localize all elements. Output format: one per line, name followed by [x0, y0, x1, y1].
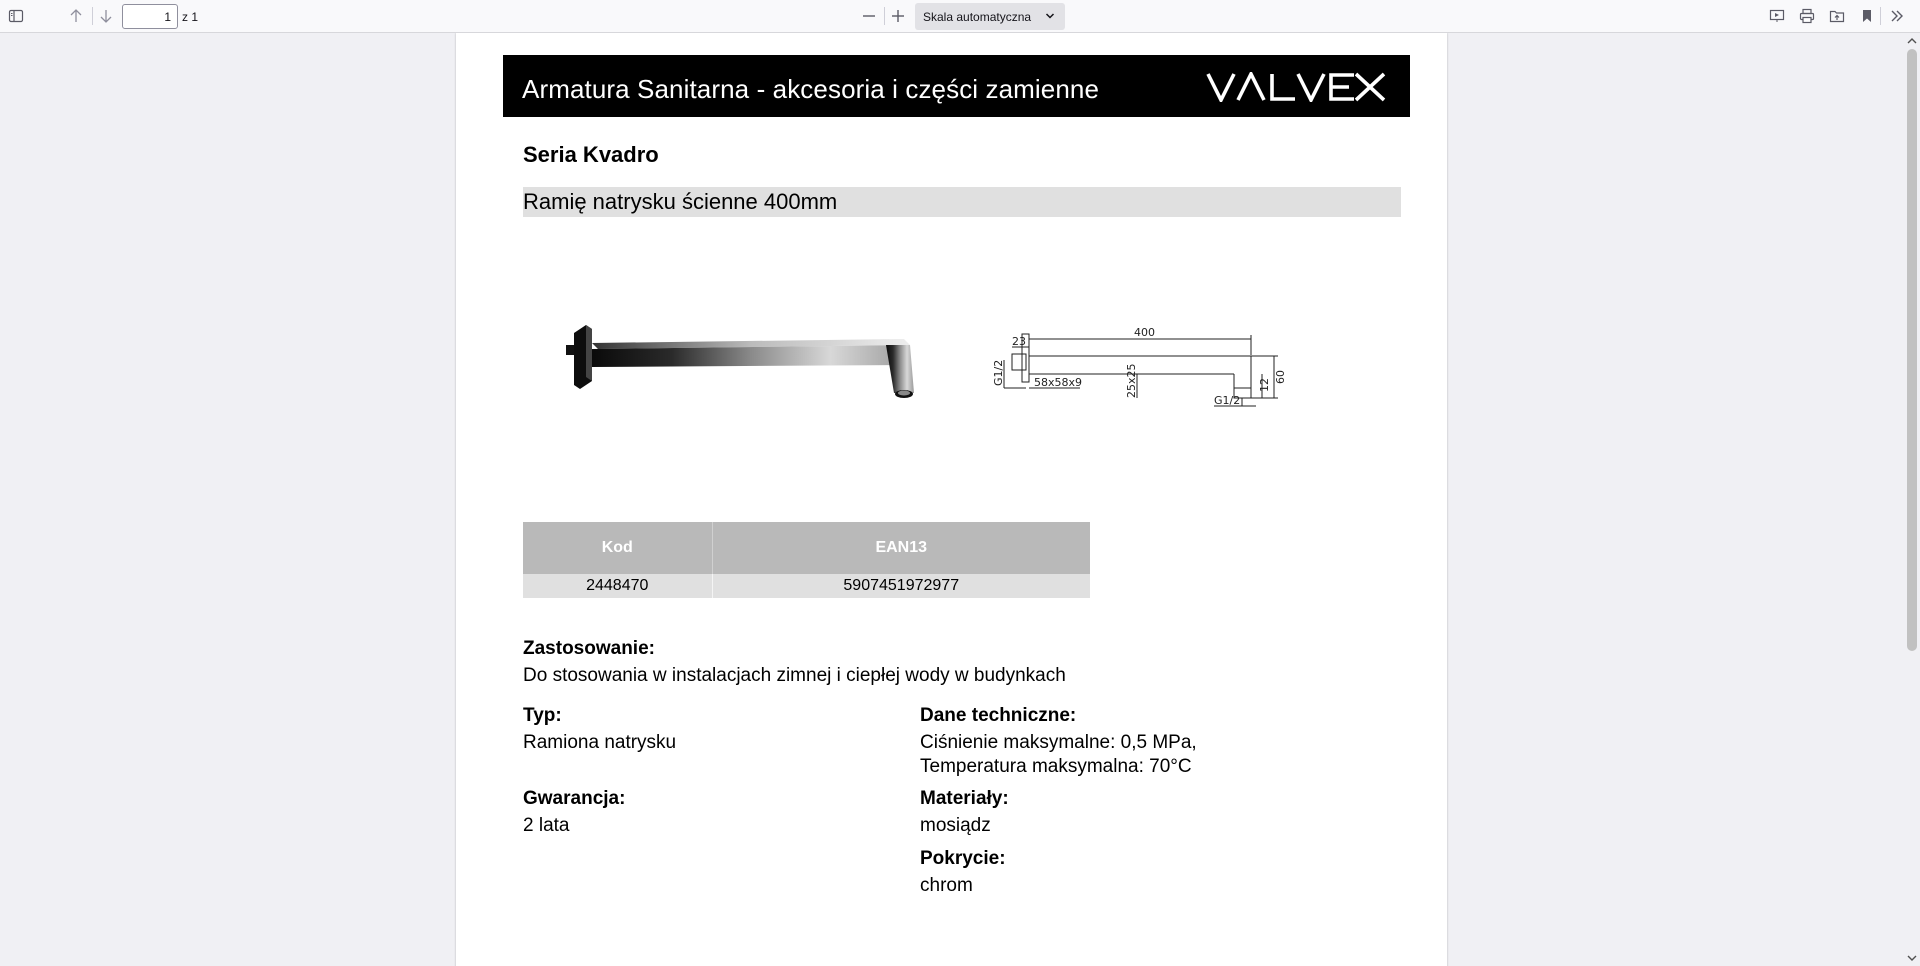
type-value: Ramiona natrysku [523, 732, 677, 753]
pdf-toolbar [0, 0, 1920, 33]
arrow-up-icon[interactable] [64, 4, 88, 28]
product-photo [566, 323, 916, 423]
technical-label: Dane techniczne: [920, 705, 1077, 726]
dim-flange-size: 58x58x9 [1034, 376, 1083, 389]
header-title: Armatura Sanitarna - akcesoria i części zamienne [522, 74, 1100, 104]
bookmark-icon[interactable] [1855, 4, 1879, 28]
scroll-up-icon[interactable] [1907, 36, 1917, 46]
product-name-bar [523, 187, 1401, 217]
sidebar-toggle-icon[interactable] [4, 4, 28, 28]
scroll-down-icon[interactable] [1907, 953, 1917, 963]
usage-label: Zastosowanie: [523, 638, 655, 659]
presentation-icon[interactable] [1765, 4, 1789, 28]
product-code-table [523, 522, 1090, 598]
valvex-logo [1206, 72, 1388, 102]
series-title: Seria Kvadro [523, 142, 659, 167]
toolbar-separator [1880, 7, 1881, 25]
product-name: Ramię natrysku ścienne 400mm [523, 189, 838, 214]
coating-value: chrom [920, 875, 973, 896]
technical-drawing [984, 318, 1344, 433]
zoom-out-icon[interactable] [857, 4, 881, 28]
dim-flange-depth: 23 [1012, 335, 1026, 348]
materials-value: mosiądz [920, 815, 991, 836]
open-file-icon[interactable] [1825, 4, 1849, 28]
dim-drop-inner: 12 [1258, 378, 1271, 392]
warranty-value: 2 lata [523, 815, 570, 836]
toolbar-separator [92, 7, 93, 25]
dim-thread-left: G1/2 [992, 359, 1005, 386]
page-number-input[interactable] [122, 4, 178, 29]
pdf-page [456, 33, 1447, 966]
scroll-thumb[interactable] [1907, 49, 1917, 651]
toolbar-separator [884, 7, 885, 25]
dim-length: 400 [1134, 326, 1155, 339]
table-header-ean: EAN13 [712, 522, 1090, 574]
table-row [523, 574, 1090, 598]
technical-temperature: Temperatura maksymalna: 70°C [920, 756, 1192, 777]
table-cell-kod: 2448470 [523, 574, 712, 598]
zoom-in-icon[interactable] [886, 4, 910, 28]
technical-pressure: Ciśnienie maksymalne: 0,5 MPa, [920, 732, 1197, 753]
warranty-label: Gwarancja: [523, 788, 626, 809]
dim-profile: 25x25 [1125, 363, 1138, 398]
print-icon[interactable] [1795, 4, 1819, 28]
arrow-down-icon[interactable] [94, 4, 118, 28]
page-count-label: z 1 [182, 10, 199, 24]
table-header-row [523, 522, 1090, 574]
table-header-kod: Kod [523, 522, 712, 574]
vertical-scrollbar[interactable] [1904, 33, 1920, 966]
document-header [503, 55, 1410, 117]
zoom-select-value: Skala automatyczna [923, 9, 1032, 24]
more-tools-icon[interactable] [1885, 4, 1909, 28]
usage-value: Do stosowania w instalacjach zimnej i ciepłej wody w budynkach [523, 665, 1066, 686]
type-label: Typ: [523, 705, 562, 726]
dim-thread-bottom: G1/2 [1214, 394, 1241, 407]
coating-label: Pokrycie: [920, 848, 1006, 869]
document-viewer[interactable] [0, 33, 1920, 966]
table-cell-ean: 5907451972977 [712, 574, 1090, 598]
materials-label: Materiały: [920, 788, 1009, 809]
chevron-down-icon [1045, 11, 1055, 21]
zoom-select[interactable] [915, 3, 1065, 30]
dim-drop-total: 60 [1274, 370, 1287, 384]
